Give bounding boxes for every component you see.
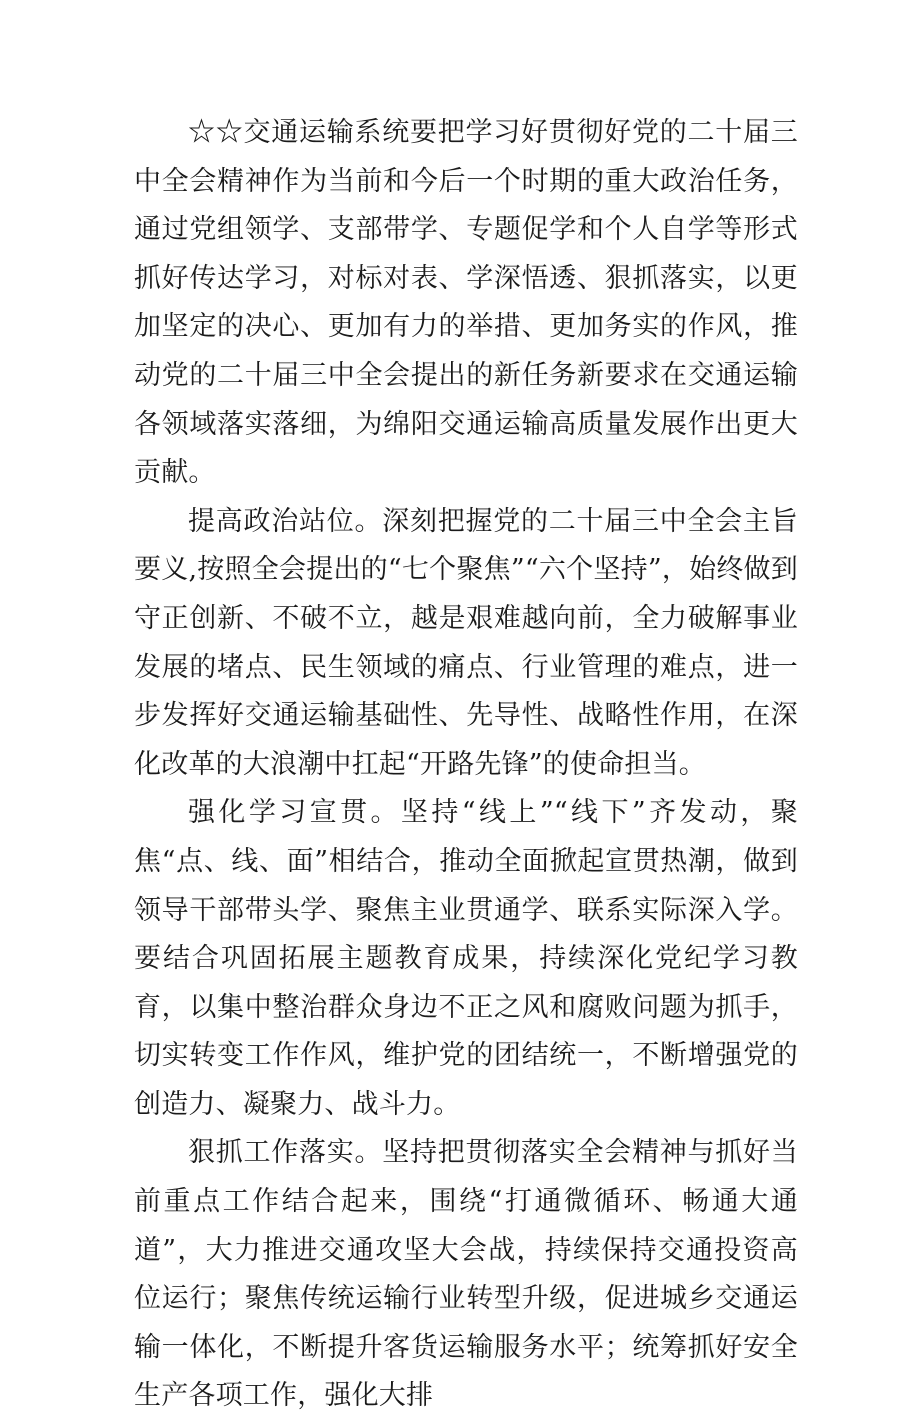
document-body	[134, 109, 798, 1421]
paragraph-intro: ☆☆交通运输系统要把学习好贯彻好党的二十届三中全会精神作为当前和今后一个时期的重大政治任务，通过党组领学、支部带学、专题促学和个人自学等形式抓好传达学习，对标对表、学深悟透、狠抓落实，以更加坚定的决心、更加有力的举措、更加务实的作风，推动党的二十届三中全会提出的新任务新要求在交通运输各领域落实落细，为绵阳交通运输高质量发展作出更大贡献。	[134, 117, 798, 489]
paragraph-study-promotion: 强化学习宣贯。坚持“线上”“线下”齐发动，聚焦“点、线、面”相结合，推动全面掀起宣贯热潮，做到领导干部带头学、聚焦主业贯通学、联系实际深入学。要结合巩固拓展主题教育成果，持续深化党纪学习教育，以集中整治群众身边不正之风和腐败问题为抓手，切实转变工作作风，维护党的团结统一，不断增强党的创造力、凝聚力、战斗力。	[134, 797, 798, 1120]
paragraph-work-implementation: 狠抓工作落实。坚持把贯彻落实全会精神与抓好当前重点工作结合起来，围绕“打通微循环、畅通大通道”，大力推进交通攻坚大会战，持续保持交通投资高位运行；聚焦传统运输行业转型升级，促进城乡交通运输一体化，不断提升客货运输服务水平；统筹抓好安全生产各项工作，强化大排	[134, 1137, 798, 1412]
paragraph-political-stance: 提高政治站位。深刻把握党的二十届三中全会主旨要义,按照全会提出的“七个聚焦”“六个坚持”，始终做到守正创新、不破不立，越是艰难越向前，全力破解事业发展的堵点、民生领域的痛点、行业管理的难点，进一步发挥好交通运输基础性、先导性、战略性作用，在深化改革的大浪潮中扛起“开路先锋”的使命担当。	[134, 505, 798, 780]
